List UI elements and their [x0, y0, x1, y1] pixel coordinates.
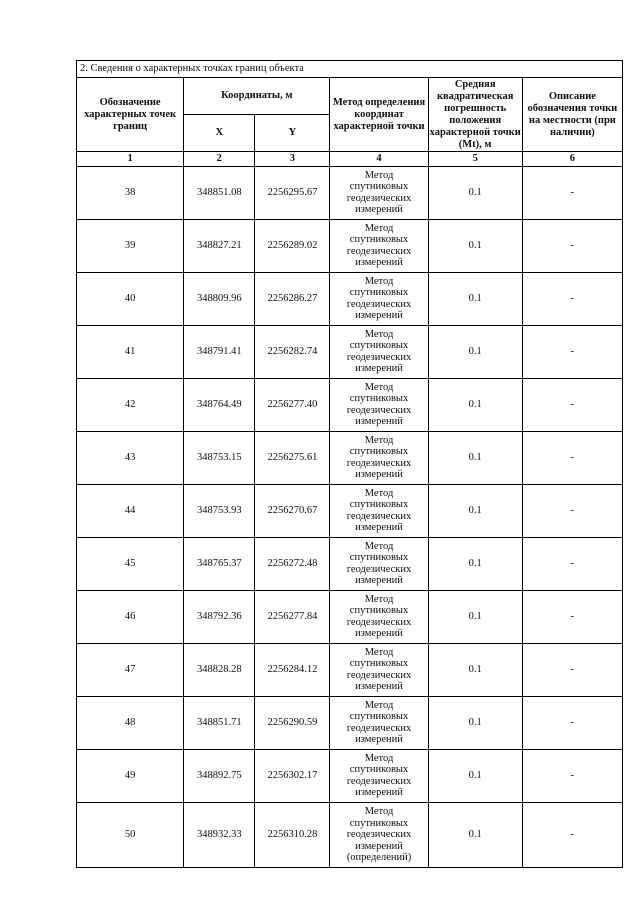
cell-x: 348851.08 — [184, 167, 255, 220]
cell-accuracy: 0.1 — [428, 273, 522, 326]
cell-x: 348827.21 — [184, 220, 255, 273]
cell-description: - — [522, 591, 622, 644]
method-text: Метод спутниковых геодезических измерений — [346, 275, 412, 322]
table-row — [77, 697, 623, 750]
table-row — [77, 538, 623, 591]
cell-accuracy: 0.1 — [428, 644, 522, 697]
table-row — [77, 591, 623, 644]
method-text: Метод спутниковых геодезических измерений — [346, 487, 412, 534]
cell-y: 2256289.02 — [255, 220, 330, 273]
boundary-points-table — [76, 60, 623, 868]
cell-method — [330, 644, 428, 697]
section-title: 2. Сведения о характерных точках границ объекта — [77, 61, 623, 78]
cell-method — [330, 697, 428, 750]
cell-method — [330, 750, 428, 803]
cell-accuracy: 0.1 — [428, 803, 522, 868]
cell-point: 40 — [77, 273, 184, 326]
cell-y: 2256277.40 — [255, 379, 330, 432]
method-text: Метод спутниковых геодезических измерений — [346, 328, 412, 375]
table-row — [77, 379, 623, 432]
column-number: 6 — [522, 152, 622, 167]
cell-y: 2256286.27 — [255, 273, 330, 326]
cell-x: 348764.49 — [184, 379, 255, 432]
cell-x: 348828.28 — [184, 644, 255, 697]
header-coordinates: Координаты, м — [184, 78, 330, 115]
cell-x: 348753.93 — [184, 485, 255, 538]
cell-y: 2256295.67 — [255, 167, 330, 220]
cell-method — [330, 538, 428, 591]
cell-point: 38 — [77, 167, 184, 220]
cell-y: 2256282.74 — [255, 326, 330, 379]
cell-description: - — [522, 326, 622, 379]
method-text: Метод спутниковых геодезических измерений (определений) — [346, 806, 412, 863]
method-text: Метод спутниковых геодезических измерений — [346, 540, 412, 587]
cell-x: 348765.37 — [184, 538, 255, 591]
cell-y: 2256290.59 — [255, 697, 330, 750]
cell-method — [330, 273, 428, 326]
method-text: Метод спутниковых геодезических измерений — [346, 434, 412, 481]
table-body — [77, 167, 623, 868]
header-point-designation: Обозначение характерных точек границ — [77, 78, 184, 152]
header-description: Описание обозначения точки на местности (при наличии) — [522, 78, 622, 152]
column-number: 4 — [330, 152, 428, 167]
cell-x: 348753.15 — [184, 432, 255, 485]
cell-method — [330, 379, 428, 432]
method-text: Метод спутниковых геодезических измерений — [346, 646, 412, 693]
cell-point: 41 — [77, 326, 184, 379]
column-number: 3 — [255, 152, 330, 167]
cell-accuracy: 0.1 — [428, 750, 522, 803]
cell-y: 2256272.48 — [255, 538, 330, 591]
method-text: Метод спутниковых геодезических измерений — [346, 381, 412, 428]
cell-method — [330, 432, 428, 485]
header-method: Метод определения координат характерной точки — [330, 78, 428, 152]
cell-description: - — [522, 803, 622, 868]
cell-point: 48 — [77, 697, 184, 750]
method-text: Метод спутниковых геодезических измерений — [346, 169, 412, 216]
cell-x: 348932.33 — [184, 803, 255, 868]
table-row — [77, 220, 623, 273]
cell-x: 348791.41 — [184, 326, 255, 379]
cell-description: - — [522, 220, 622, 273]
method-text: Метод спутниковых геодезических измерений — [346, 752, 412, 799]
cell-point: 43 — [77, 432, 184, 485]
cell-x: 348792.36 — [184, 591, 255, 644]
cell-y: 2256275.61 — [255, 432, 330, 485]
header-x: X — [184, 115, 255, 152]
cell-method — [330, 485, 428, 538]
table-row — [77, 273, 623, 326]
table-row — [77, 803, 623, 868]
cell-accuracy: 0.1 — [428, 326, 522, 379]
cell-accuracy: 0.1 — [428, 697, 522, 750]
method-text: Метод спутниковых геодезических измерений — [346, 699, 412, 746]
cell-y: 2256302.17 — [255, 750, 330, 803]
cell-point: 44 — [77, 485, 184, 538]
cell-accuracy: 0.1 — [428, 591, 522, 644]
cell-description: - — [522, 273, 622, 326]
cell-accuracy: 0.1 — [428, 167, 522, 220]
table-row — [77, 644, 623, 697]
table-row — [77, 432, 623, 485]
table-row — [77, 750, 623, 803]
cell-description: - — [522, 538, 622, 591]
cell-method — [330, 167, 428, 220]
cell-description: - — [522, 697, 622, 750]
cell-x: 348851.71 — [184, 697, 255, 750]
cell-x: 348809.96 — [184, 273, 255, 326]
cell-point: 49 — [77, 750, 184, 803]
cell-method — [330, 803, 428, 868]
boundary-points-sheet — [76, 60, 623, 868]
cell-method — [330, 220, 428, 273]
cell-x: 348892.75 — [184, 750, 255, 803]
cell-point: 50 — [77, 803, 184, 868]
cell-description: - — [522, 432, 622, 485]
cell-description: - — [522, 379, 622, 432]
table-row — [77, 326, 623, 379]
cell-method — [330, 326, 428, 379]
cell-point: 47 — [77, 644, 184, 697]
cell-point: 42 — [77, 379, 184, 432]
table-row — [77, 167, 623, 220]
cell-description: - — [522, 485, 622, 538]
cell-description: - — [522, 167, 622, 220]
header-accuracy: Средняя квадратическая погрешность положения характерной точки (Mt), м — [429, 78, 521, 150]
column-number: 1 — [77, 152, 184, 167]
cell-y: 2256270.67 — [255, 485, 330, 538]
cell-point: 46 — [77, 591, 184, 644]
cell-accuracy: 0.1 — [428, 432, 522, 485]
cell-y: 2256277.84 — [255, 591, 330, 644]
cell-description: - — [522, 644, 622, 697]
cell-y: 2256284.12 — [255, 644, 330, 697]
cell-accuracy: 0.1 — [428, 538, 522, 591]
cell-point: 39 — [77, 220, 184, 273]
cell-point: 45 — [77, 538, 184, 591]
header-y: Y — [255, 115, 330, 152]
cell-accuracy: 0.1 — [428, 220, 522, 273]
cell-accuracy: 0.1 — [428, 485, 522, 538]
cell-method — [330, 591, 428, 644]
cell-accuracy: 0.1 — [428, 379, 522, 432]
column-number: 5 — [428, 152, 522, 167]
column-number: 2 — [184, 152, 255, 167]
method-text: Метод спутниковых геодезических измерений — [346, 593, 412, 640]
table-row — [77, 485, 623, 538]
cell-description: - — [522, 750, 622, 803]
cell-y: 2256310.28 — [255, 803, 330, 868]
method-text: Метод спутниковых геодезических измерений — [346, 222, 412, 269]
